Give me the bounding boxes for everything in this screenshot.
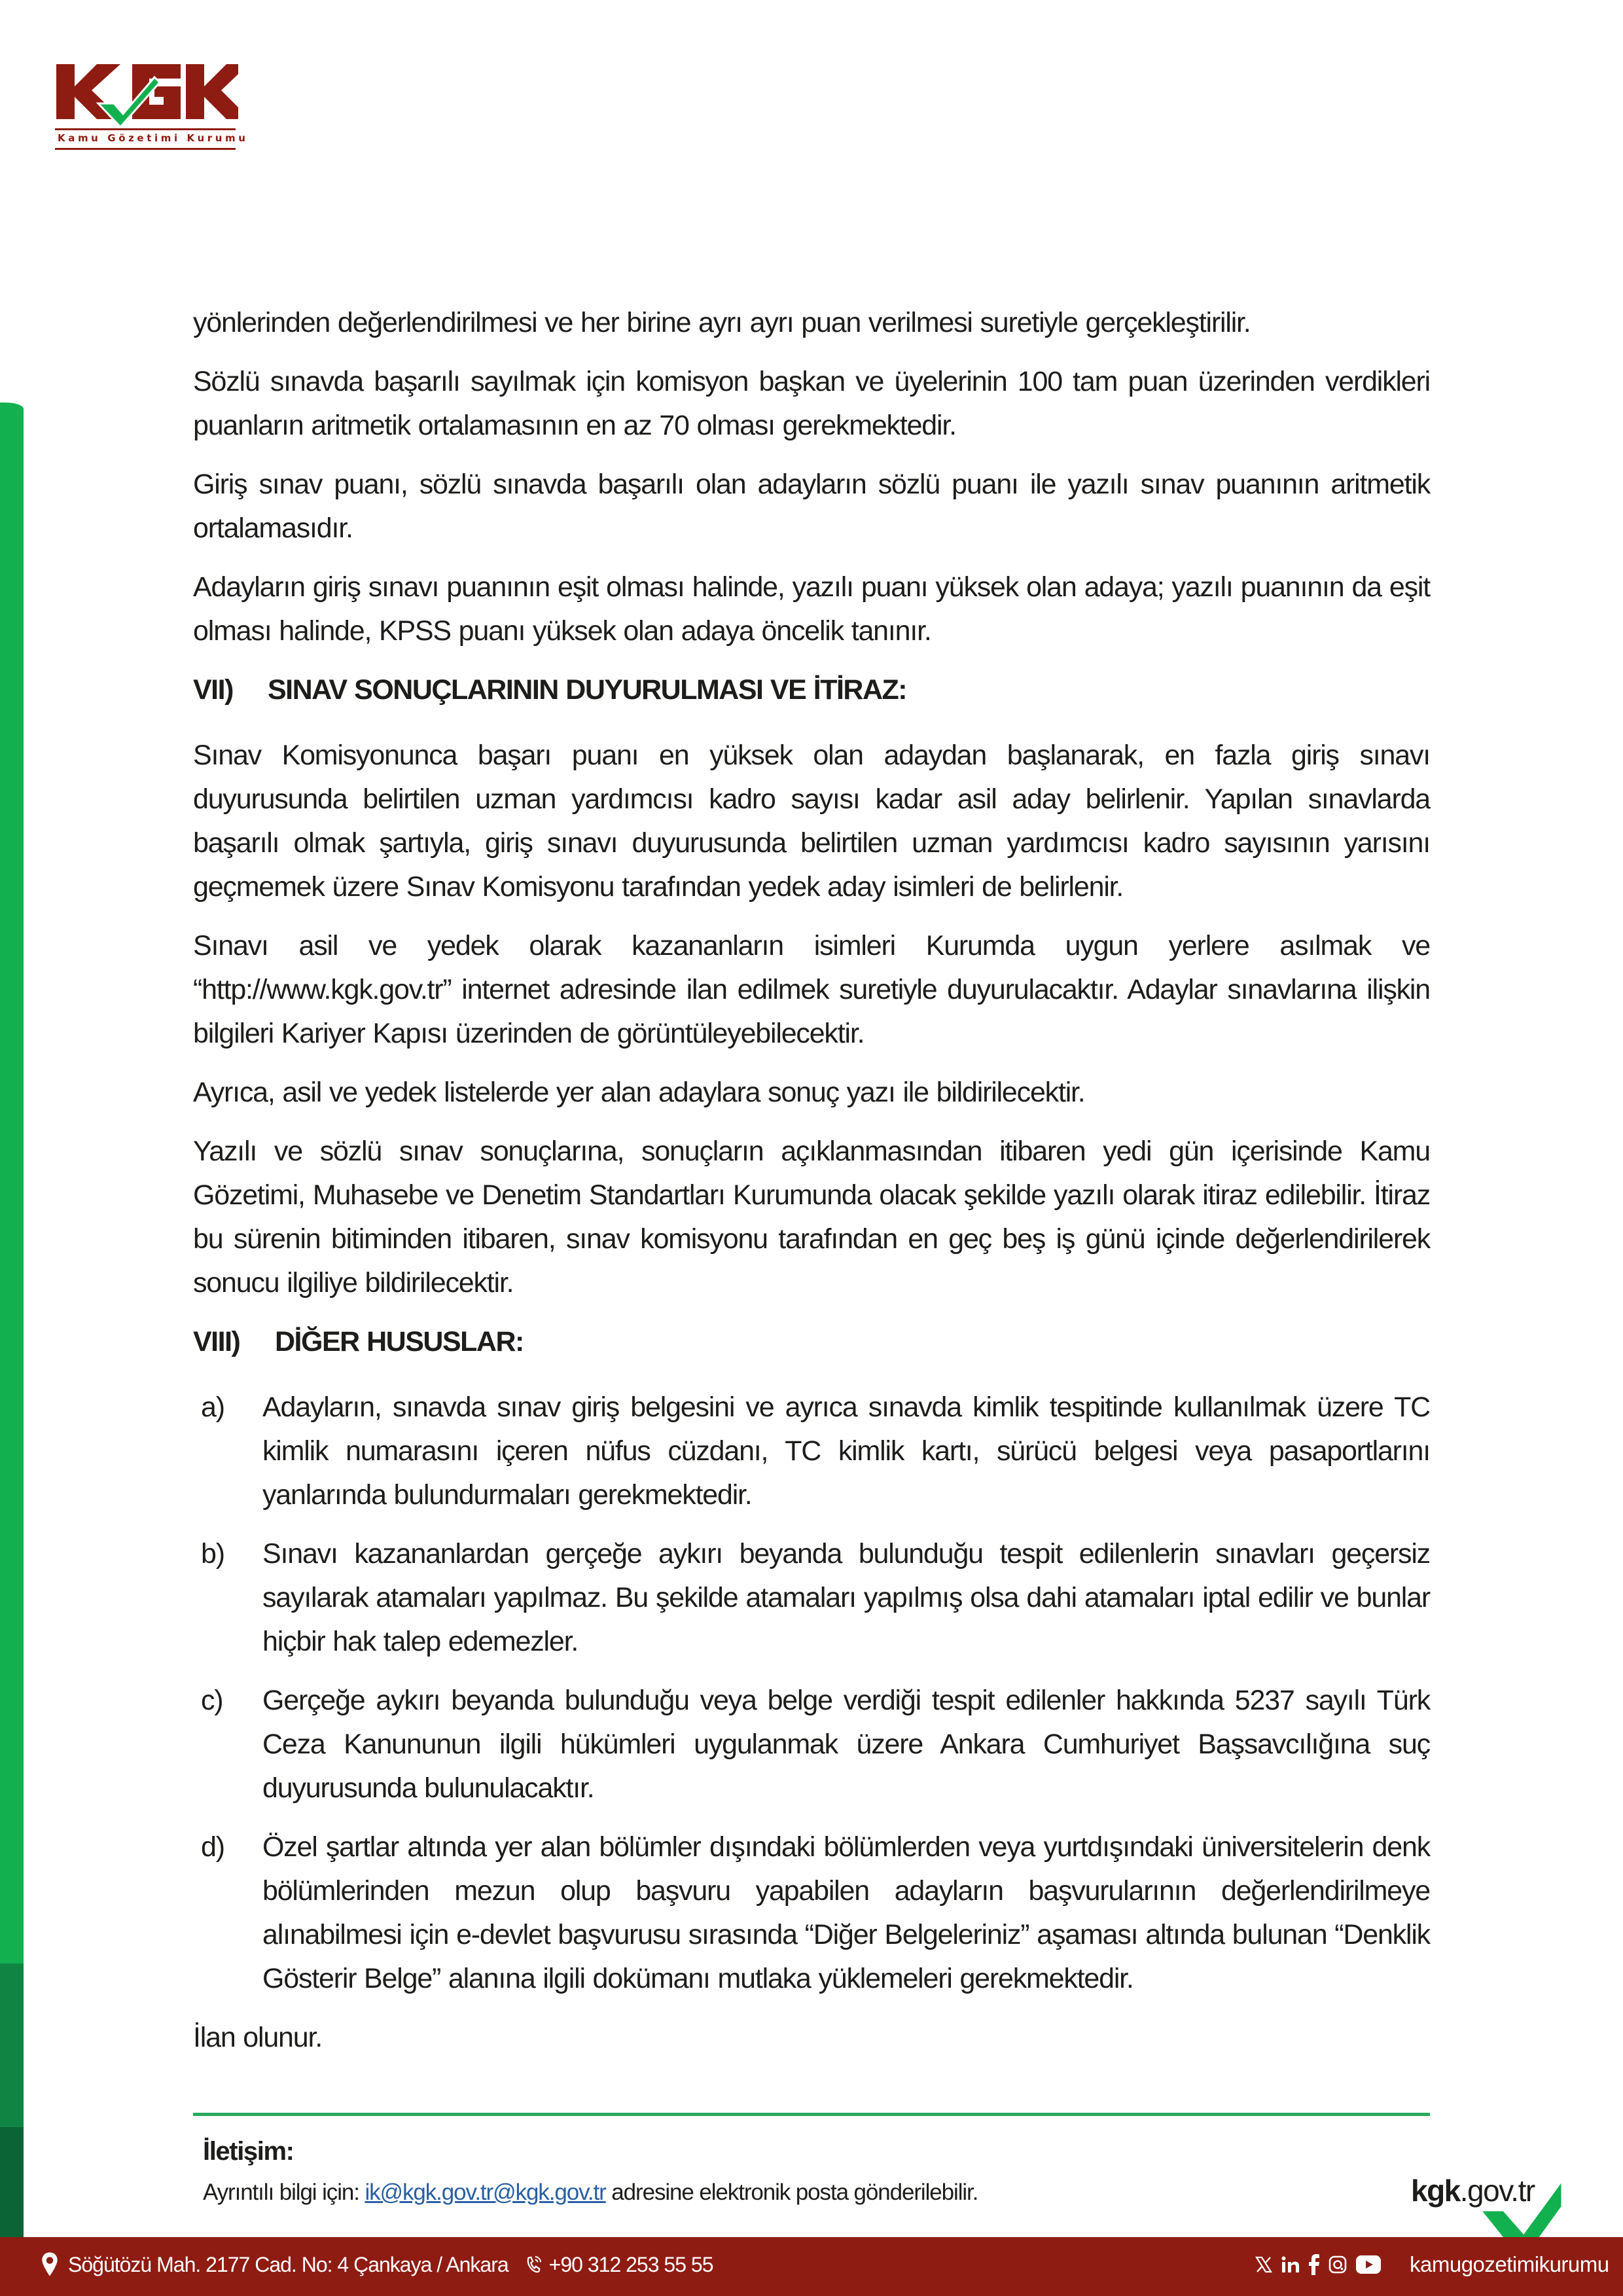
list-marker: d): [201, 1831, 224, 1863]
logo-rule-bottom: [55, 148, 236, 150]
paragraph-results-1: Sınav Komisyonunca başarı puanı en yüksek olan adaydan başlanarak, en fazla giriş sınavı duyurusunda belirtilen uzman yardımcısı kadro sayısı kadar asil aday belirlenir. Yapılan sınavlarda başarılı olmak şartıyla, giriş sınavı duyurusunda belirtilen uzman yardımcısı kadro sayısının yarısını geçmemek üzere Sınav Komisyonu tarafından yedek aday isimleri de belirlenir.: [193, 740, 1430, 903]
location-pin-icon: [41, 2251, 59, 2278]
paragraph-results-3: Ayrıca, asil ve yedek listelerde yer alan adaylara sonuç yazı ile bildirilecektir.: [193, 1077, 1085, 1108]
paragraph-results-4: Yazılı ve sözlü sınav sonuçlarına, sonuçların açıklanmasından itibaren yedi gün içerisinde Kamu Gözetimi, Muhasebe ve Denetim Standartları Kurumunda olacak şekilde yazılı olarak itiraz edilebilir. İtiraz bu sürenin bitiminden itibaren, sınav komisyonu tarafından en geç beş iş günü içinde değerlendirilerek sonucu ilgiliye bildirilecektir.: [193, 1136, 1430, 1299]
list-marker: b): [201, 1538, 224, 1570]
section-number: VIII): [193, 1326, 240, 1357]
list-text: Gerçeğe aykırı beyanda bulunduğu veya belge verdiği tespit edilenler hakkında 5237 sayılı Türk Ceza Kanununun ilgili hükümleri uygulanmak üzere Ankara Cumhuriyet Başsavcılığına suç duyurusunda bulunulacaktır.: [262, 1685, 1430, 1804]
logo-rule-top: [55, 128, 236, 130]
green-divider: [193, 2113, 1430, 2116]
contact-section: [203, 2135, 978, 2211]
side-accent-bar-mid: [0, 1964, 24, 2127]
paragraph-intro: yönlerinden değerlendirilmesi ve her birine ayrı ayrı puan verilmesi suretiyle gerçekleştirilir.: [193, 307, 1251, 338]
contact-title: İletişim:: [203, 2137, 294, 2166]
section-number: VII): [193, 674, 233, 706]
side-accent-bar-dark: [0, 2127, 24, 2237]
section-title: DİĞER HUSUSLAR:: [275, 1326, 524, 1357]
footer-bar: [0, 2237, 1623, 2296]
contact-email-link[interactable]: ik@kgk.gov.tr@kgk.gov.tr: [365, 2179, 606, 2205]
contact-prefix: Ayrıntılı bilgi için:: [203, 2179, 365, 2205]
site-domain-rest: .gov.tr: [1459, 2174, 1535, 2208]
footer-contact: [41, 2251, 713, 2278]
social-links: [1255, 2251, 1609, 2278]
list-text: Sınavı kazananlardan gerçeğe aykırı beyanda bulunduğu tespit edilenlerin sınavları geçersiz sayılarak atamaları yapılmaz. Bu şekilde atamaları yapılmış olsa dahi atamaları iptal edilir ve bunlar hiçbir hak talep edemezler.: [262, 1538, 1430, 1657]
instagram-icon[interactable]: [1329, 2251, 1347, 2278]
section-title: SINAV SONUÇLARININ DUYURULMASI VE İTİRAZ:: [268, 674, 907, 706]
youtube-icon[interactable]: [1356, 2251, 1381, 2278]
list-text: Özel şartlar altında yer alan bölümler dışındaki bölümlerden veya yurtdışındaki üniversitelerin denk bölümlerinden mezun olup başvuru yapabilen adayların başvurularının değerlendirilmeye alınabilmesi için e-devlet başvurusu sırasında “Diğer Belgeleriniz” aşaması altında bulunan “Denklik Gösterir Belge” alanına ilgili dokümanı mutlaka yüklemeleri gerekmektedir.: [262, 1831, 1430, 1994]
kgk-logo-mark: [55, 64, 238, 130]
site-domain-bold: kgk: [1411, 2174, 1460, 2208]
list-item: [193, 1825, 1430, 2001]
contact-line: [203, 2174, 978, 2211]
footer-phone[interactable]: +90 312 253 55 55: [548, 2252, 713, 2276]
section-heading-results: [193, 668, 1430, 712]
list-marker: c): [201, 1685, 223, 1716]
closing-line: İlan olunur.: [193, 2022, 322, 2053]
facebook-icon[interactable]: [1309, 2251, 1319, 2278]
list-text: Adayların, sınavda sınav giriş belgesini ve ayrıca sınavda kimlik tespitinde kullanılmak üzere TC kimlik numarasını içeren nüfus cüzdanı, TC kimlik kartı, sürücü belgesi veya pasaportlarını yanlarında bulundurmaları gerekmektedir.: [262, 1391, 1430, 1511]
kgk-logo: [55, 64, 249, 156]
phone-icon: [524, 2251, 543, 2278]
list-item: [193, 1386, 1430, 1517]
footer-address: Söğütözü Mah. 2177 Cad. No: 4 Çankaya / Ankara: [68, 2252, 508, 2276]
list-item: [193, 1679, 1430, 1810]
social-handle[interactable]: kamugozetimikurumu: [1410, 2252, 1609, 2276]
site-domain[interactable]: [1411, 2173, 1535, 2208]
paragraph-entry-score: Giriş sınav puanı, sözlü sınavda başarılı olan adayların sözlü puanı ile yazılı sınav puanının aritmetik ortalamasıdır.: [193, 469, 1430, 544]
list-marker: a): [201, 1391, 224, 1423]
side-accent-bar: [0, 403, 24, 1964]
logo-caption: Kamu Gözetimi Kurumu: [58, 132, 249, 144]
paragraph-results-2: Sınavı asil ve yedek olarak kazananların isimleri Kurumda uygun yerlere asılmak ve “http://www.kgk.gov.tr” internet adresinde ilan edilmek suretiyle duyurulacaktır. Adaylar sınavlarına ilişkin bilgileri Kariyer Kapısı üzerinden de görüntüleyebilecektir.: [193, 930, 1430, 1049]
document-body: [193, 301, 1430, 2075]
section-heading-other: [193, 1320, 1430, 1364]
contact-suffix: adresine elektronik posta gönderilebilir.: [605, 2179, 978, 2205]
linkedin-icon[interactable]: [1281, 2251, 1300, 2278]
paragraph-tie-break: Adayların giriş sınavı puanının eşit olması halinde, yazılı puanı yüksek olan adaya; yazılı puanının da eşit olması halinde, KPSS puanı yüksek olan adaya öncelik tanınır.: [193, 571, 1430, 647]
x-icon[interactable]: [1255, 2251, 1272, 2278]
paragraph-oral-exam: Sözlü sınavda başarılı sayılmak için komisyon başkan ve üyelerinin 100 tam puan üzerinden verdikleri puanların aritmetik ortalamasının en az 70 olması gerekmektedir.: [193, 366, 1430, 441]
list-item: [193, 1532, 1430, 1664]
